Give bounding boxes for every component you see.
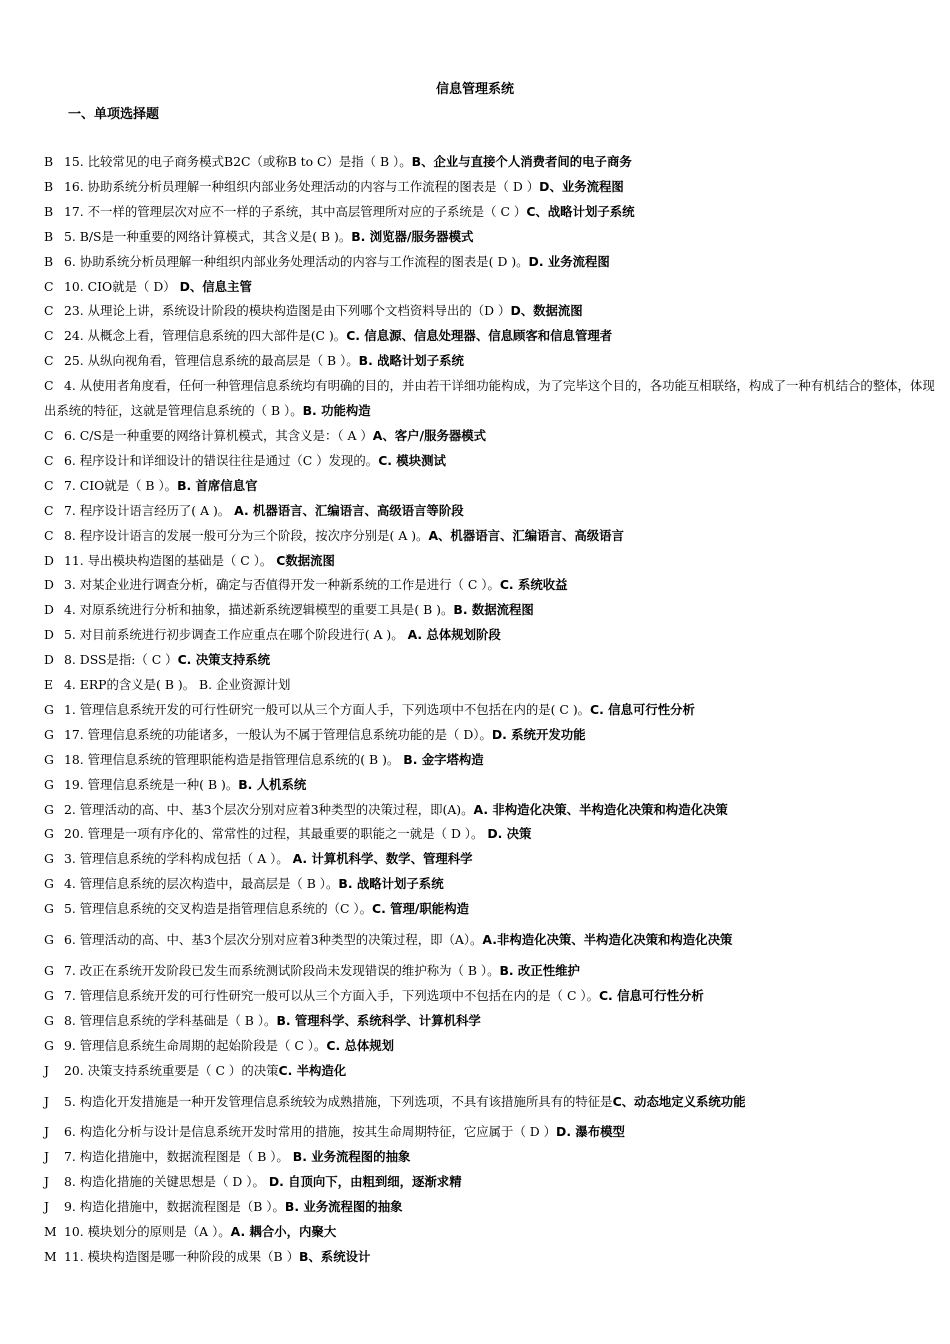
answer-text: D. 业务流程图 [528, 253, 610, 269]
question-number: 8. [64, 527, 76, 543]
question-index-letter: B [44, 178, 54, 194]
question-number: 4. [64, 876, 76, 892]
question-item [44, 822, 936, 847]
question-number: 20. [64, 826, 84, 842]
question-number: 4. [64, 677, 76, 693]
answer-text: C. 信息可行性分析 [590, 701, 695, 717]
question-text: 决策支持系统重要是（ C ）的决策 [87, 1062, 279, 1078]
question-number: 7. [64, 987, 76, 1003]
question-item [44, 598, 936, 623]
answer-text: A.非构造化决策、半构造化决策和构造化决策 [482, 932, 733, 948]
question-item [44, 1195, 936, 1220]
question-number: 6. [64, 1124, 76, 1140]
question-number: 16. [64, 178, 84, 194]
question-index-letter: C [44, 477, 54, 493]
question-item [44, 648, 936, 673]
question-text: 构造化分析与设计是信息系统开发时常用的措施，按其生命周期特征，它应属于（ D ） [79, 1124, 557, 1140]
question-number: 4. [64, 378, 76, 394]
question-item [44, 275, 936, 300]
answer-text: B. 战略计划子系统 [338, 876, 444, 892]
question-index-letter: G [44, 751, 54, 767]
question-text: 从理论上讲，系统设计阶段的模块构造图是由下列哪个文档资料导出的（D ） [87, 303, 511, 319]
question-item [44, 349, 936, 374]
question-item [44, 1034, 936, 1059]
question-number: 7. [64, 477, 76, 493]
question-text: 管理信息系统的学科构成包括（ A ）。 [79, 851, 293, 867]
question-item [44, 748, 936, 773]
question-number: 6. [64, 427, 76, 443]
question-text: 程序设计语言经历了( A )。 [79, 502, 235, 518]
answer-text: B. 战略计划子系统 [358, 353, 464, 369]
question-index-letter: G [44, 963, 54, 978]
answer-text: C. 决策支持系统 [177, 652, 271, 668]
question-number: 25. [64, 353, 84, 369]
question-index-letter: J [44, 1062, 49, 1078]
question-item [44, 549, 936, 574]
question-index-letter: B [44, 228, 54, 244]
answer-text: D. 系统开发功能 [491, 726, 586, 742]
answer-text: B. 业务流程图的抽象 [292, 1149, 411, 1165]
question-index-letter: C [44, 502, 54, 518]
question-number: 11. [64, 552, 84, 568]
question-item [44, 324, 936, 349]
question-item [44, 698, 936, 723]
question-text: DSS是指:（ C ） [79, 652, 178, 668]
document-title: 信息管理系统 [435, 82, 514, 97]
answer-text: C. 管理/职能构造 [372, 901, 469, 917]
answer-text: D. 决策 [487, 826, 532, 842]
question-index-letter: J [44, 1124, 49, 1140]
question-text: 协助系统分析员理解一种组织内部业务处理活动的内容与工作流程的图表是（ D ） [87, 178, 540, 194]
question-number: 4. [64, 602, 76, 618]
question-index-letter: D [44, 627, 54, 643]
question-index-letter: M [44, 1248, 57, 1264]
answer-text: A、客户/服务器模式 [372, 427, 487, 443]
question-item [44, 1245, 936, 1270]
answer-text: D. 自顶向下，由粗到细，逐渐求精 [268, 1174, 462, 1190]
question-text: 协助系统分析员理解一种组织内部业务处理活动的内容与工作流程的图表是( D )。 [79, 253, 529, 269]
question-index-letter: G [44, 901, 54, 917]
question-text: 管理信息系统的学科基础是（ B ）。 [79, 1012, 277, 1028]
answer-text: B. 金字塔构造 [403, 751, 484, 767]
question-index-letter: G [44, 701, 54, 717]
question-index-letter: J [44, 1199, 49, 1215]
answer-text: C. 信息可行性分析 [598, 987, 704, 1003]
question-number: 23. [64, 303, 84, 319]
answer-text: B. 数据流程图 [453, 602, 534, 618]
question-item [44, 1059, 936, 1084]
question-item [44, 928, 936, 953]
question-index-letter: G [44, 726, 54, 742]
question-text: C/S是一种重要的网络计算机模式，其含义是：（ A ） [79, 427, 373, 443]
question-index-letter: G [44, 876, 54, 892]
question-text: 构造化开发措施是一种开发管理信息系统较为成熟措施，下列选项，不具有该措施所具有的特征是 [79, 1093, 613, 1109]
question-list [44, 150, 936, 1270]
question-index-letter: C [44, 353, 54, 369]
question-item [44, 773, 936, 798]
question-item [44, 374, 936, 424]
question-text: 程序设计语言的发展一般可分为三个阶段，按次序分别是( A )。 [79, 527, 429, 543]
question-text: 模块构造图是哪一种阶段的成果（B ） [87, 1248, 299, 1264]
question-item [44, 897, 936, 922]
question-number: 8. [64, 1012, 76, 1028]
question-index-letter: B [44, 203, 54, 219]
question-index-letter: C [44, 328, 54, 344]
question-item [44, 1120, 936, 1145]
answer-text: A. 机器语言、汇编语言、高级语言等阶段 [234, 502, 464, 518]
question-index-letter: J [44, 1093, 49, 1109]
answer-text: B、系统设计 [298, 1248, 371, 1264]
question-text: 对目前系统进行初步调查工作应重点在哪个阶段进行( A )。 [79, 627, 408, 643]
question-item [44, 225, 936, 250]
question-number: 18. [64, 751, 84, 767]
answer-text: B. 业务流程图的抽象 [284, 1199, 403, 1215]
question-item [44, 524, 936, 549]
question-text: 管理信息系统的功能诸多，一般认为不属于管理信息系统功能的是（ D）。 [87, 726, 492, 742]
question-text: B/S是一种重要的网络计算模式，其含义是( B )。 [79, 228, 352, 244]
question-index-letter: D [44, 602, 54, 618]
question-number: 2. [64, 801, 76, 817]
question-text: CIO就是（ D） [87, 278, 180, 294]
question-item [44, 499, 936, 524]
question-item [44, 474, 936, 499]
question-number: 7. [64, 502, 76, 518]
question-item [44, 984, 936, 1009]
question-number: 3. [64, 851, 76, 867]
question-text: 构造化措施的关键思想是（ D ）。 [79, 1174, 269, 1190]
question-text: 管理信息系统的管理职能构造是指管理信息系统的( B )。 [87, 751, 404, 767]
question-item [44, 1170, 936, 1195]
question-index-letter: G [44, 1012, 54, 1028]
question-text: 模块划分的原则是（A ）。 [87, 1224, 231, 1240]
question-index-letter: J [44, 1174, 49, 1190]
question-index-letter: D [44, 652, 54, 668]
question-index-letter: J [44, 1149, 49, 1165]
question-item [44, 449, 936, 474]
answer-text: B. 改正性维护 [499, 963, 580, 978]
question-number: 5. [64, 228, 76, 244]
question-text: 比较常见的电子商务模式B2C（或称B to C）是指（ B ）。 [87, 154, 412, 169]
question-text: 改正在系统开发阶段已发生而系统测试阶段尚未发现错误的维护称为（ B ）。 [79, 963, 500, 978]
question-index-letter: D [44, 552, 54, 568]
answer-text: B. 首席信息官 [177, 477, 258, 493]
question-item [44, 673, 936, 698]
question-text: 管理信息系统的交叉构造是指管理信息系统的（C ）。 [79, 901, 372, 917]
answer-text: C、动态地定义系统功能 [612, 1093, 746, 1109]
question-item [44, 250, 936, 275]
question-item [44, 872, 936, 897]
section-heading: 一、单项选择题 [68, 107, 160, 122]
question-number: 20. [64, 1062, 84, 1078]
question-number: 3. [64, 577, 76, 593]
question-number: 1. [64, 701, 76, 717]
answer-text: B、企业与直接个人消费者间的电子商务 [411, 154, 632, 169]
answer-text: B. 人机系统 [238, 776, 307, 792]
question-item [44, 723, 936, 748]
question-text: 管理信息系统是一种( B )。 [87, 776, 239, 792]
question-item [44, 847, 936, 872]
question-index-letter: B [44, 253, 54, 269]
answer-text: B. 浏览器/服务器模式 [351, 228, 474, 244]
question-index-letter: C [44, 303, 54, 319]
answer-text: C. 总体规划 [326, 1037, 395, 1053]
question-index-letter: D [44, 577, 54, 593]
question-index-letter: G [44, 932, 54, 948]
question-number: 17. [64, 203, 84, 219]
question-index-letter: G [44, 1037, 54, 1053]
question-index-letter: B [44, 154, 54, 169]
answer-text: A、机器语言、汇编语言、高级语言 [428, 527, 624, 543]
question-item [44, 623, 936, 648]
question-number: 6. [64, 452, 76, 468]
question-item [44, 175, 936, 200]
question-text: 从纵向视角看，管理信息系统的最高层是（ B ）。 [87, 353, 359, 369]
question-text: 导出模块构造图的基础是（ C ）。 [87, 552, 277, 568]
question-number: 10. [64, 278, 84, 294]
question-item [44, 200, 936, 225]
question-text: 管理信息系统开发的可行性研究一般可以从三个方面入手，下列选项中不包括在内的是（ C ）。 [79, 987, 599, 1003]
question-text: 管理活动的高、中、基3个层次分别对应着3种类型的决策过程，即（A）。 [79, 932, 483, 948]
answer-text: D、业务流程图 [539, 178, 624, 194]
question-text: 管理活动的高、中、基3个层次分别对应着3种类型的决策过程，即(A)。 [79, 801, 474, 817]
question-number: 24. [64, 328, 84, 344]
answer-text: A. 耦合小，内聚大 [230, 1224, 337, 1240]
answer-text: A. 总体规划阶段 [407, 627, 501, 643]
question-number: 9. [64, 1037, 76, 1053]
question-number: 5. [64, 627, 76, 643]
answer-text: C. 系统收益 [499, 577, 568, 593]
question-index-letter: C [44, 427, 54, 443]
question-index-letter: C [44, 452, 54, 468]
answer-text: D、数据流图 [510, 303, 583, 319]
question-item [44, 150, 936, 175]
question-number: 11. [64, 1248, 84, 1264]
question-index-letter: G [44, 826, 54, 842]
question-item [44, 573, 936, 598]
question-text: 从使用者角度看，任何一种管理信息系统均有明确的目的，并由若干详细功能构成，为了完毕这个目的，各功能互相联络，构成了一种有机结合的整体，体现出系统的特征，这就是管理信息系统的（ B ）。 [44, 378, 935, 419]
answer-text: A. 计算机科学、数学、管理科学 [292, 851, 473, 867]
answer-text: C、战略计划子系统 [526, 203, 635, 219]
question-text: 不一样的管理层次对应不一样的子系统，其中高层管理所对应的子系统是（ C ） [87, 203, 527, 219]
question-text: CIO就是（ B ）。 [79, 477, 178, 493]
question-item [44, 299, 936, 324]
question-text: 从概念上看，管理信息系统的四大部件是(C )。 [87, 328, 347, 344]
answer-text: C数据流图 [276, 552, 335, 568]
question-text: 构造化措施中，数据流程图是（ B ）。 [79, 1149, 293, 1165]
question-index-letter: C [44, 378, 54, 394]
question-number: 8. [64, 652, 76, 668]
question-index-letter: G [44, 851, 54, 867]
question-item [44, 1009, 936, 1034]
question-text: 管理是一项有序化的、常常性的过程，其最重要的职能之一就是（ D ）。 [87, 826, 488, 842]
question-text: 构造化措施中，数据流程图是（B ）。 [79, 1199, 285, 1215]
question-number: 5. [64, 1093, 76, 1109]
question-index-letter: G [44, 801, 54, 817]
question-index-letter: G [44, 987, 54, 1003]
question-number: 10. [64, 1224, 84, 1240]
answer-text: B. 管理科学、系统科学、计算机科学 [276, 1012, 481, 1028]
question-item [44, 1145, 936, 1170]
question-index-letter: C [44, 278, 54, 294]
question-number: 7. [64, 1149, 76, 1165]
answer-text: D. 瀑布模型 [556, 1124, 625, 1140]
question-text: 管理信息系统开发的可行性研究一般可以从三个方面人手，下列选项中不包括在内的是( C )。 [79, 701, 591, 717]
question-text: 管理信息系统生命周期的起始阶段是（ C ）。 [79, 1037, 327, 1053]
question-number: 6. [64, 932, 76, 948]
question-number: 7. [64, 963, 76, 978]
question-item [44, 959, 936, 984]
question-item [44, 1220, 936, 1245]
answer-text: B. 功能构造 [302, 403, 371, 419]
question-item [44, 798, 936, 823]
question-number: 17. [64, 726, 84, 742]
question-number: 15. [64, 154, 84, 169]
question-text: 对某企业进行调查分析，确定与否值得开发一种新系统的工作是进行（ C ）。 [79, 577, 500, 593]
question-number: 5. [64, 901, 76, 917]
question-index-letter: C [44, 527, 54, 543]
question-text: ERP的含义是( B )。 B. 企业资源计划 [79, 677, 291, 693]
question-index-letter: M [44, 1224, 57, 1240]
question-text: 程序设计和详细设计的错误往往是通过（C ）发现的。 [79, 452, 379, 468]
question-number: 6. [64, 253, 76, 269]
question-item [44, 1090, 936, 1115]
answer-text: C. 信息源、信息处理器、信息顾客和信息管理者 [346, 328, 613, 344]
question-item [44, 424, 936, 449]
answer-text: C. 模块测试 [378, 452, 446, 468]
answer-text: C. 半构造化 [278, 1062, 347, 1078]
question-number: 19. [64, 776, 84, 792]
question-index-letter: G [44, 776, 54, 792]
question-text: 管理信息系统的层次构造中，最高层是（ B ）。 [79, 876, 339, 892]
question-text: 对原系统进行分析和抽象，描述新系统逻辑模型的重要工具是( B )。 [79, 602, 454, 618]
question-index-letter: E [44, 677, 54, 693]
answer-text: A. 非构造化决策、半构造化决策和构造化决策 [473, 801, 728, 817]
question-number: 9. [64, 1199, 76, 1215]
answer-text: D、信息主管 [179, 278, 252, 294]
question-number: 8. [64, 1174, 76, 1190]
